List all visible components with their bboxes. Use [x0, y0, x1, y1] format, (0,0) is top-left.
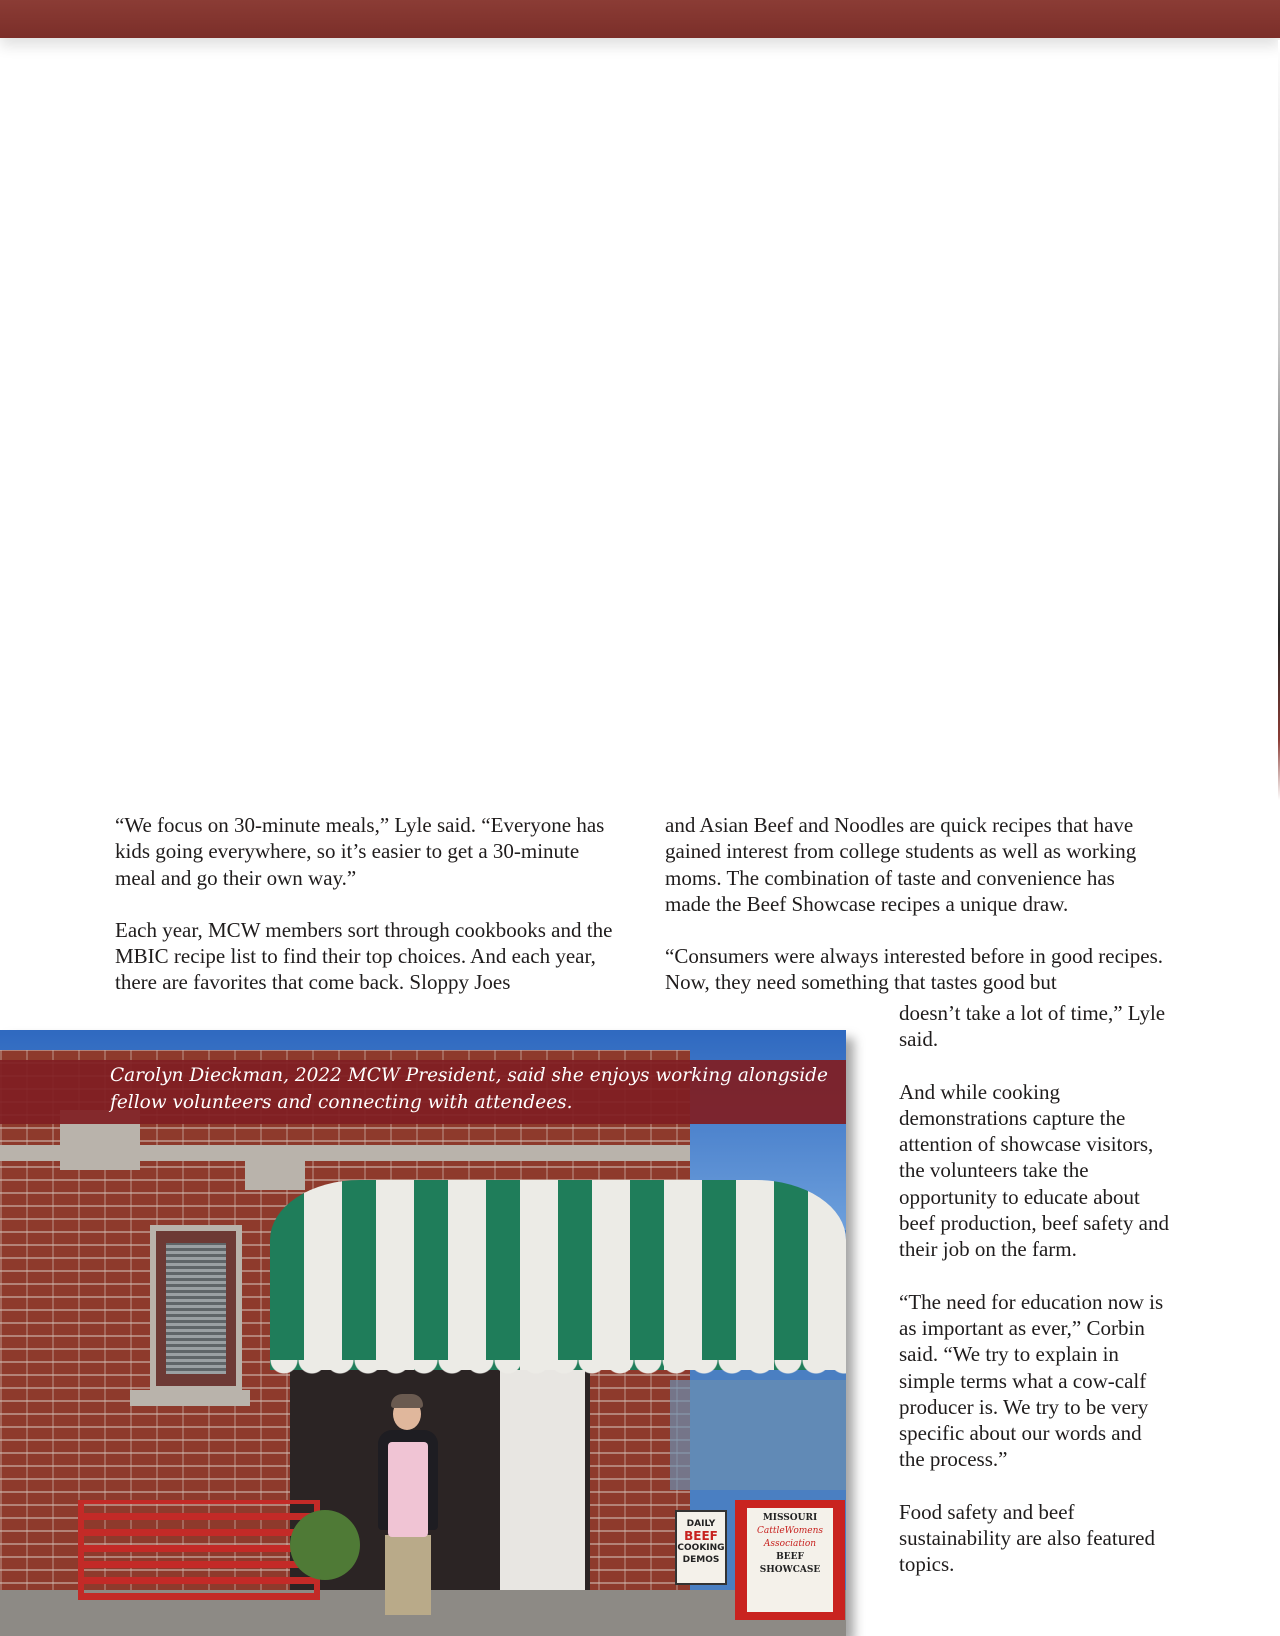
paragraph: doesn’t take a lot of time,” Lyle said. — [899, 1001, 1166, 1052]
shrub — [290, 1510, 360, 1580]
sign-line: COOKING — [677, 1543, 725, 1553]
article-column-3 — [899, 1000, 1169, 1604]
paragraph: and Asian Beef and Noodles are quick recipes that have gained interest from college students as well as working moms. The combination of taste and convenience has made the Beef Showcase recipes a unique draw. — [665, 813, 1137, 916]
pink-apron — [388, 1442, 428, 1537]
photo-caption: Carolyn Dieckman, 2022 MCW President, said she enjoys working alongside fellow volunteers and connecting with attendees. — [110, 1065, 828, 1113]
paragraph: Each year, MCW members sort through cookbooks and the MBIC recipe list to find their top choices. And each year, there are favorites that come back. Sloppy Joes — [115, 917, 613, 995]
paragraph: “The need for education now is as important as ever,” Corbin said. “We try to explain in simple terms what a cow-calf producer is. We try to be very specific about our words and the process.” — [899, 1289, 1164, 1472]
sign-line: BEEF — [776, 1552, 804, 1562]
article-column-1 — [115, 812, 615, 1022]
article-photo — [0, 1030, 846, 1636]
sign-line: DEMOS — [682, 1555, 720, 1565]
sign-line: MISSOURI — [762, 1513, 818, 1523]
sign-line: DAILY — [686, 1519, 716, 1529]
paragraph: Food safety and beef sustainability are also featured topics. — [899, 1499, 1155, 1577]
person-hair — [391, 1394, 423, 1408]
header-bar — [0, 0, 1280, 38]
awning-fringe — [270, 1360, 846, 1386]
sign-line: SHOWCASE — [759, 1565, 821, 1575]
stone-sill — [130, 1390, 250, 1406]
article-column-2 — [665, 812, 1165, 1022]
tent-crowd — [670, 1380, 846, 1490]
paragraph: “Consumers were always interested before in good recipes. Now, they need something that tastes good but — [665, 944, 1163, 995]
sign-line: BEEF — [684, 1529, 718, 1543]
building-window — [150, 1225, 242, 1392]
paragraph: “We focus on 30-minute meals,” Lyle said. “Everyone has kids going everywhere, so it’s easier to get a 30-minute meal and go their own way.” — [115, 813, 605, 890]
beef-showcase-sign — [735, 1500, 845, 1620]
person-legs — [385, 1535, 431, 1615]
paragraph: And while cooking demonstrations capture the attention of showcase visitors, the volunteers take the opportunity to educate about beef production, beef safety and their job on the farm. — [899, 1079, 1169, 1262]
cooking-demo-sign — [675, 1510, 727, 1585]
sign-line: CattleWomens Association — [756, 1526, 824, 1549]
striped-awning — [270, 1180, 846, 1370]
stone-pillar-cap — [245, 1160, 305, 1190]
red-bench — [78, 1500, 320, 1600]
